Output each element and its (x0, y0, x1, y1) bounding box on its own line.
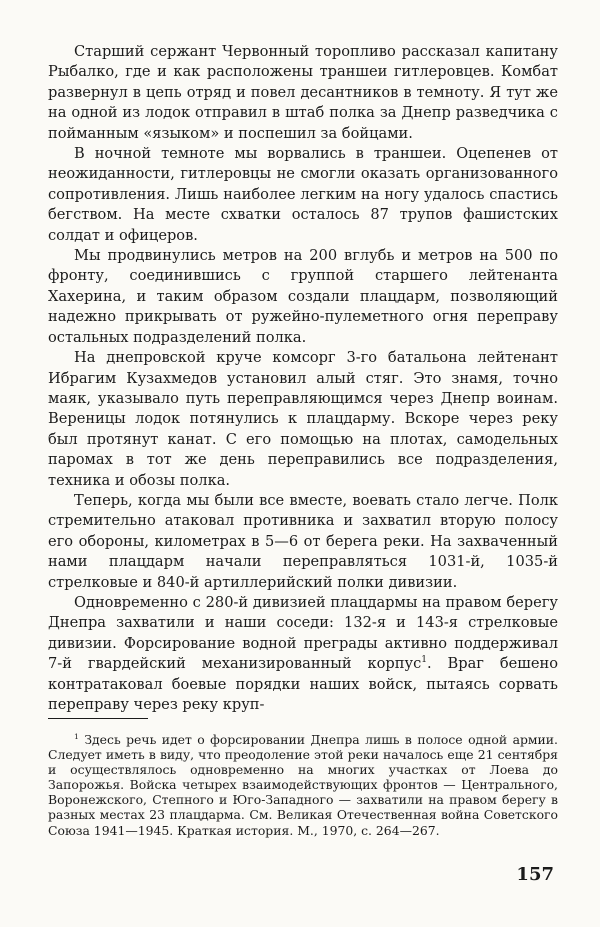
page-number: 157 (516, 864, 554, 885)
paragraph: Мы продвинулись метров на 200 вглубь и метров на 500 по фронту, соединившись с группой старшего лейтенанта Хахерина, и таким образом создали плацдарм, позволяющий надежно прикрывать от ружейно-пулеметного огня переправу остальных подразделений полка. (48, 247, 558, 346)
footnote-divider (48, 718, 148, 719)
paragraph-last (48, 593, 558, 715)
footnote-marker: 1 (74, 731, 79, 741)
footnote-body: Здесь речь идет о форсировании Днепра лишь в полосе одной армии. Следует иметь в виду, что преодоление этой реки началось еще 21 сентября и осуществлялось одновременно на многих участках от Лоева до Запорожья. Войска четырех взаимодействующих фронтов — Центрального, Воронежского, Степного и Юго-Западного — захватили на правом берегу в разных местах 23 плацдарма. См. Великая Отечественная война Советского Союза 1941—1945. Краткая история. М., 1970, с. 264—267. (48, 732, 558, 838)
paragraph: Теперь, когда мы были все вместе, воевать стало легче. Полк стремительно атаковал противника и захватил вторую полосу его обороны, километрах в 5—6 от берега реки. На захваченный нами плацдарм начали переправляться 1031-й, 1035-й стрелковые и 840-й артиллерийский полки дивизии. (48, 491, 558, 591)
main-text (48, 42, 558, 715)
paragraph-text: . Враг бешено контратаковал боевые порядки наших войск, пытаясь сорвать переправу через реку круп- (48, 655, 558, 713)
paragraph: На днепровской круче комсорг 3-го батальона лейтенант Ибрагим Кузахмедов установил алый стяг. Это знамя, точно маяк, указывало путь переправляющимся через Днепр воинам. Вереницы лодок потянулись к плацдарму. Вскоре через реку был протянут канат. С его помощью на плотах, самодельных паромах в тот же день переправились все подразделения, техника и обозы полка. (48, 349, 558, 489)
footnote-reference: 1 (421, 655, 428, 666)
paragraph: Старший сержант Червонный торопливо рассказал капитану Рыбалко, где и как расположены траншеи гитлеровцев. Комбат развернул в цепь отряд и повел десантников в темноту. Я тут же на одной из лодок отправил в штаб полка за Днепр разведчика с пойманным «языком» и поспешил за бойцами. (48, 43, 558, 142)
footnote-text (48, 732, 558, 838)
footnote (48, 732, 558, 838)
paragraph-text: Одновременно с 280-й дивизией плацдармы на правом берегу Днепра захватили и наши соседи: 132-я и 143-я стрелковые дивизии. Форсирование водной преграды активно поддерживал 7-й гвардейский механизированный корпус (48, 593, 558, 673)
paragraph: В ночной темноте мы ворвались в траншеи. Оцепенев от неожиданности, гитлеровцы не смогли оказать организованного сопротивления. Лишь наиболее легким на ногу удалось спастись бегством. На месте схватки осталось 87 трупов фашистских солдат и офицеров. (48, 145, 558, 244)
